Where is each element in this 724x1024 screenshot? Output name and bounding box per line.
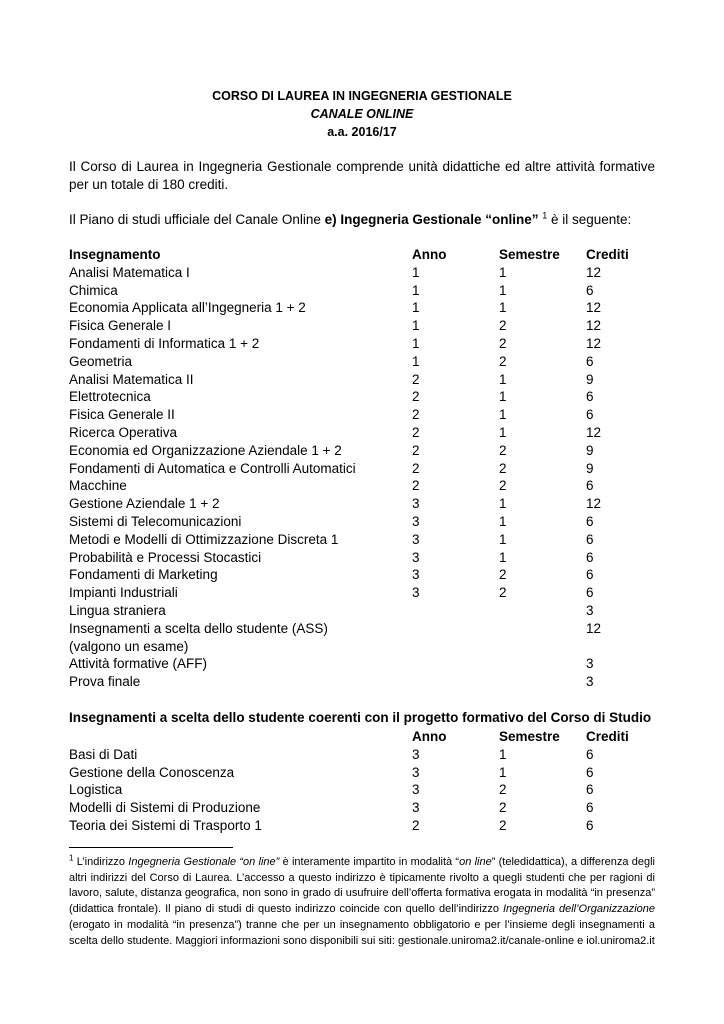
cell-anno: 3	[412, 585, 420, 601]
cell-insegnamento: Probabilità e Processi Stocastici	[69, 549, 262, 565]
title-course: CORSO DI LAUREA IN INGEGNERIA GESTIONALE	[212, 89, 512, 103]
cell-insegnamento: Fisica Generale I	[69, 318, 172, 334]
table-row	[69, 442, 656, 460]
cell-crediti: 6	[586, 549, 594, 565]
cell-insegnamento: Economia Applicata all’Ingegneria 1 + 2	[69, 300, 306, 316]
cell-insegnamento: Gestione Aziendale 1 + 2	[69, 496, 220, 512]
cell-semestre: 1	[499, 746, 507, 762]
cell-semestre	[499, 655, 586, 673]
cell-crediti: 12	[586, 424, 602, 440]
cell-semestre: 2	[499, 442, 507, 458]
cell-semestre: 1	[499, 389, 507, 405]
cell-semestre: 2	[499, 567, 507, 583]
elective-table	[69, 728, 656, 835]
cell-semestre: 2	[499, 318, 507, 334]
cell-crediti: 6	[586, 389, 594, 405]
table-row	[69, 566, 656, 584]
cell-anno	[412, 638, 499, 656]
cell-crediti	[586, 638, 656, 656]
cell-anno	[412, 602, 499, 620]
cell-semestre: 2	[499, 585, 507, 601]
footnote-text: L’indirizzo	[73, 856, 129, 868]
cell-semestre: 1	[499, 371, 507, 387]
cell-insegnamento: Modelli di Sistemi di Produzione	[69, 800, 261, 816]
table-row	[69, 477, 656, 495]
table-row	[69, 620, 656, 638]
table-row	[69, 335, 656, 353]
cell-semestre: 1	[499, 513, 507, 529]
cell-insegnamento: Analisi Matematica II	[69, 371, 194, 387]
cell-crediti: 6	[586, 478, 594, 494]
table-row	[69, 781, 656, 799]
cell-semestre: 1	[499, 549, 507, 565]
footnote	[69, 855, 655, 949]
cell-crediti: 12	[586, 496, 602, 512]
plan-intro-bold: e) Ingegneria Gestionale “online”	[324, 212, 539, 227]
cell-anno: 1	[412, 300, 420, 316]
table-row	[69, 531, 656, 549]
elective-rows	[69, 746, 656, 835]
cell-anno: 2	[412, 478, 420, 494]
cell-anno: 2	[412, 407, 420, 423]
table-row	[69, 406, 656, 424]
footnote-separator	[69, 847, 233, 848]
cell-insegnamento: Teoria dei Sistemi di Trasporto 1	[69, 817, 262, 833]
table-row	[69, 799, 656, 817]
plan-intro-prefix: Il Piano di studi ufficiale del Canale Online	[69, 212, 325, 227]
table-row	[69, 638, 656, 656]
header-crediti: Crediti	[586, 247, 629, 262]
cell-semestre: 1	[499, 764, 507, 780]
table-row	[69, 602, 656, 620]
cell-crediti: 9	[586, 442, 594, 458]
cell-insegnamento: Geometria	[69, 353, 133, 369]
cell-semestre: 2	[499, 478, 507, 494]
table-row	[69, 388, 656, 406]
cell-crediti: 3	[586, 656, 594, 672]
table-row	[69, 495, 656, 513]
footnote-number: 1	[69, 853, 74, 863]
header-insegnamento: Insegnamento	[69, 247, 161, 262]
table-row	[69, 424, 656, 442]
cell-crediti: 6	[586, 782, 594, 798]
cell-crediti: 9	[586, 371, 594, 387]
cell-insegnamento: Attività formative (AFF)	[69, 656, 208, 672]
cell-crediti: 6	[586, 800, 594, 816]
cell-anno: 3	[412, 782, 420, 798]
cell-insegnamento: Insegnamenti a scelta dello studente (ASS)	[69, 620, 328, 636]
cell-anno: 2	[412, 442, 420, 458]
footnote-text: (erogato in modalità “in presenza”) tranne che per un insegnamento obbligatorio e per l’insieme degli insegnamenti a scelta dello studente. Maggiori informazioni sono disponibili sui siti: gestionale.uniroma2.it/canale-online e iol.uniroma2.it	[69, 918, 655, 947]
cell-semestre: 2	[499, 782, 507, 798]
cell-anno: 2	[412, 424, 420, 440]
cell-anno: 3	[412, 746, 420, 762]
cell-insegnamento: Basi di Dati	[69, 746, 138, 762]
cell-insegnamento: Metodi e Modelli di Ottimizzazione Discreta 1	[69, 531, 339, 547]
cell-insegnamento: (valgono un esame)	[69, 638, 189, 654]
cell-anno: 3	[412, 764, 420, 780]
cell-insegnamento: Fisica Generale II	[69, 407, 175, 423]
study-plan-table	[69, 246, 656, 691]
header-semestre: Semestre	[499, 729, 560, 744]
header-crediti: Crediti	[586, 729, 629, 744]
plan-intro-paragraph	[69, 211, 655, 229]
footnote-italic: Ingegneria dell’Organizzazione	[502, 903, 655, 916]
cell-insegnamento: Analisi Matematica I	[69, 264, 190, 280]
cell-anno: 2	[412, 389, 420, 405]
cell-insegnamento: Lingua straniera	[69, 602, 166, 618]
cell-anno: 3	[412, 549, 420, 565]
table-header-row	[69, 728, 656, 746]
cell-anno: 1	[412, 264, 420, 280]
cell-semestre: 1	[499, 496, 507, 512]
cell-crediti: 6	[586, 567, 594, 583]
cell-crediti: 6	[586, 353, 594, 369]
table-row	[69, 673, 656, 691]
table-row	[69, 746, 656, 764]
cell-insegnamento: Logistica	[69, 782, 123, 798]
header-anno: Anno	[412, 247, 447, 262]
cell-crediti: 3	[586, 602, 594, 618]
cell-semestre	[499, 638, 586, 656]
cell-crediti: 6	[586, 407, 594, 423]
cell-anno	[412, 673, 499, 691]
header-insegnamento	[69, 728, 412, 746]
cell-semestre: 1	[499, 531, 507, 547]
cell-insegnamento: Economia ed Organizzazione Aziendale 1 + 2	[69, 442, 342, 458]
title-academic-year: a.a. 2016/17	[327, 125, 397, 139]
cell-anno: 1	[412, 335, 420, 351]
header-anno: Anno	[412, 729, 447, 744]
cell-semestre: 2	[499, 460, 507, 476]
cell-crediti: 12	[586, 318, 602, 334]
footnote-text: è interamente impartito in modalità “	[279, 856, 460, 868]
footnote-italic: on line	[459, 856, 492, 868]
cell-semestre: 2	[499, 335, 507, 351]
cell-insegnamento: Fondamenti di Marketing	[69, 567, 218, 583]
cell-anno: 3	[412, 567, 420, 583]
cell-insegnamento: Prova finale	[69, 674, 141, 690]
cell-insegnamento: Fondamenti di Informatica 1 + 2	[69, 335, 260, 351]
cell-crediti: 6	[586, 746, 594, 762]
table-row	[69, 460, 656, 478]
cell-insegnamento: Sistemi di Telecomunicazioni	[69, 513, 242, 529]
cell-anno: 3	[412, 531, 420, 547]
cell-crediti: 3	[586, 674, 594, 690]
table-row	[69, 282, 656, 300]
cell-semestre	[499, 673, 586, 691]
cell-crediti: 12	[586, 620, 602, 636]
table-row	[69, 513, 656, 531]
cell-crediti: 12	[586, 335, 602, 351]
cell-anno: 3	[412, 496, 420, 512]
cell-crediti: 12	[586, 300, 602, 316]
cell-semestre	[499, 602, 586, 620]
cell-semestre: 2	[499, 353, 507, 369]
cell-insegnamento: Elettrotecnica	[69, 389, 151, 405]
header-semestre: Semestre	[499, 247, 560, 262]
cell-insegnamento: Impianti Industriali	[69, 585, 178, 601]
cell-semestre: 1	[499, 300, 507, 316]
cell-crediti: 6	[586, 531, 594, 547]
cell-anno	[412, 620, 499, 638]
cell-insegnamento: Macchine	[69, 478, 127, 494]
cell-crediti: 9	[586, 460, 594, 476]
table-row	[69, 264, 656, 282]
cell-crediti: 6	[586, 817, 594, 833]
cell-anno: 1	[412, 318, 420, 334]
cell-anno: 3	[412, 800, 420, 816]
cell-crediti: 6	[586, 282, 594, 298]
table-row	[69, 353, 656, 371]
cell-anno	[412, 655, 499, 673]
cell-crediti: 12	[586, 264, 602, 280]
cell-insegnamento: Ricerca Operativa	[69, 424, 178, 440]
title-channel: CANALE ONLINE	[310, 107, 414, 121]
cell-semestre: 1	[499, 424, 507, 440]
table-row	[69, 317, 656, 335]
cell-anno: 3	[412, 513, 420, 529]
cell-semestre: 1	[499, 282, 507, 298]
cell-crediti: 6	[586, 764, 594, 780]
table-row	[69, 299, 656, 317]
cell-anno: 2	[412, 371, 420, 387]
intro-paragraph: Il Corso di Laurea in Ingegneria Gestionale comprende unità didattiche ed altre attività formative per un totale di 180 crediti.	[69, 159, 655, 192]
footnote-reference[interactable]: 1	[542, 210, 548, 221]
cell-semestre: 1	[499, 264, 507, 280]
cell-insegnamento: Chimica	[69, 282, 118, 298]
footnote-italic: Ingegneria Gestionale “on line”	[128, 856, 280, 868]
cell-anno: 1	[412, 353, 420, 369]
footnote-text: ” (teledidattica), a differenza degli altri indirizzi del Corso di Laurea. L’accesso a questo indirizzo è tipicamente rivolto a quegli studenti che per ragioni di lavoro, salute, distanza geografica, non sono in grado di usufruire dell’offerta formativa erogata in modalità “in presenza” (didattica frontale). Il piano di studi di questo indirizzo coincide con quello dell’indirizzo	[69, 856, 655, 916]
cell-anno: 2	[412, 817, 420, 833]
cell-crediti: 6	[586, 585, 594, 601]
table-row	[69, 584, 656, 602]
cell-semestre: 1	[499, 407, 507, 423]
cell-crediti: 6	[586, 513, 594, 529]
table-row	[69, 371, 656, 389]
table-row	[69, 549, 656, 567]
cell-anno: 2	[412, 460, 420, 476]
table-row	[69, 817, 656, 835]
cell-semestre: 2	[499, 800, 507, 816]
cell-insegnamento: Gestione della Conoscenza	[69, 764, 235, 780]
table-row	[69, 764, 656, 782]
table-row	[69, 655, 656, 673]
plan-intro-suffix: è il seguente:	[547, 212, 632, 227]
cell-semestre: 2	[499, 817, 507, 833]
cell-semestre	[499, 620, 586, 638]
document-title	[0, 87, 724, 141]
elective-section-title: Insegnamenti a scelta dello studente coerenti con il progetto formativo del Corso di Studio	[69, 710, 652, 725]
table-header-row	[69, 246, 656, 264]
study-plan-rows	[69, 264, 656, 691]
cell-anno: 1	[412, 282, 420, 298]
cell-insegnamento: Fondamenti di Automatica e Controlli Automatici	[69, 460, 356, 476]
